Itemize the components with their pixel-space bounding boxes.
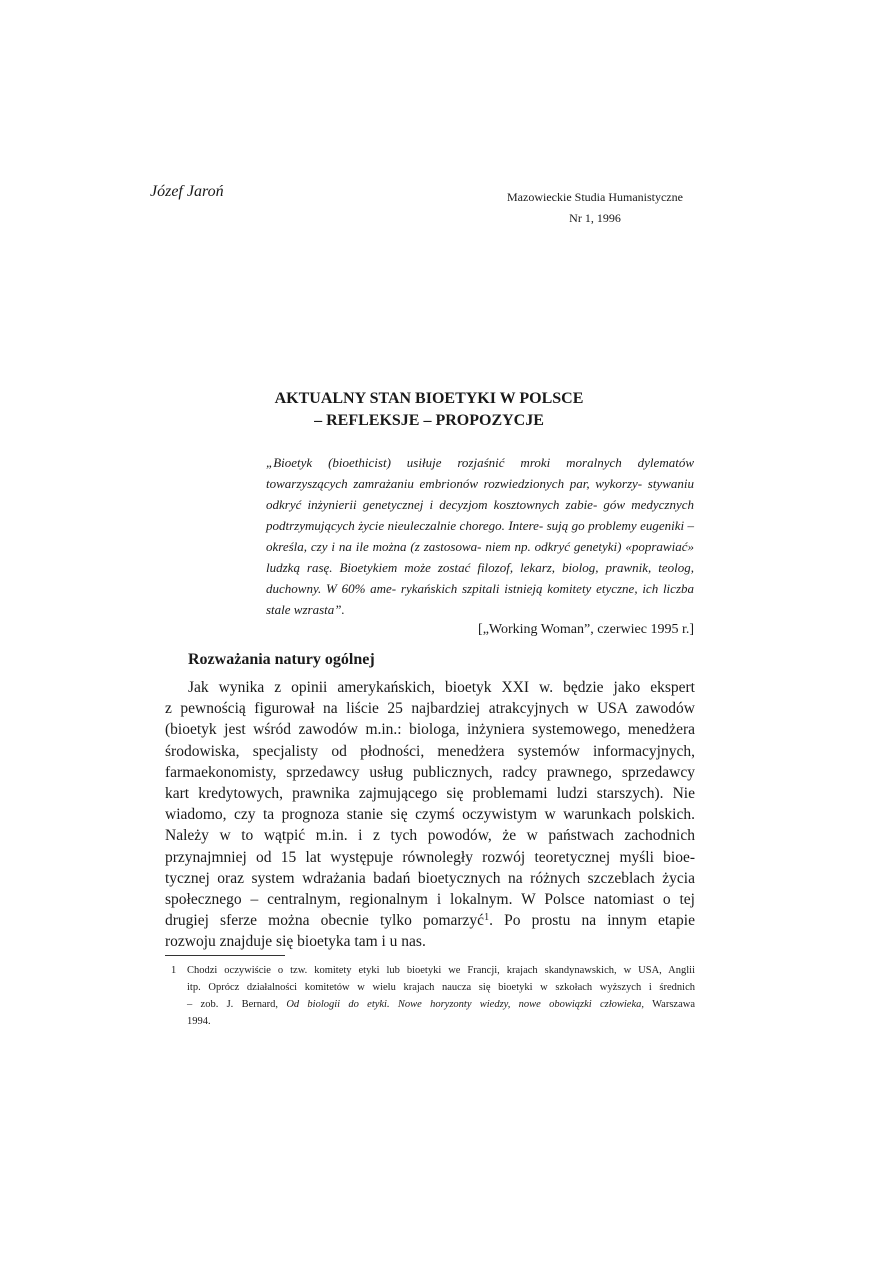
epigraph-source: [„Working Woman”, czerwiec 1995 r.] xyxy=(478,622,694,637)
body-line: wiadomo, czy ta prognoza stanie się czymś oczywistym w warunkach polskich. xyxy=(165,806,695,824)
title-line-2: – REFLEKSJE – PROPOZYCJE xyxy=(314,412,544,429)
footnote xyxy=(165,962,695,1030)
footnote-text xyxy=(187,962,695,1030)
epigraph-line: zostać filozof, lekarz, biolog, prawnik, teolog, duchowny. W 60% ame- xyxy=(266,560,695,596)
body-line: społecznego – centralnym, regionalnym i lokalnym. W Polsce natomiast o tej xyxy=(165,891,695,909)
epigraph-line: niem np. odkryć genetyki) «poprawiać» ludzką rasę. Bioetykiem może xyxy=(266,539,694,575)
epigraph-line: gów medycznych podtrzymujących życie nieuleczalnie chorego. Intere- xyxy=(266,497,695,533)
author-name: Józef Jaroń xyxy=(150,183,224,200)
body-line: tycznej oraz system wdrażania badań bioetycznych na różnych szczeblach życia xyxy=(165,869,695,887)
body-line-text: drugiej sferze można obecnie tylko pomarzyć xyxy=(165,912,485,930)
body-line: Jak wynika z opinii amerykańskich, bioetyk XXI w. będzie jako ekspert xyxy=(188,679,695,696)
body-line: z pewnością figurował na liście 25 najbardziej atrakcyjnych w USA zawodów xyxy=(165,700,695,718)
article-title xyxy=(254,388,604,432)
epigraph-line: towarzyszących zamrażaniu embrionów rozwiedzionych par, wykorzy- xyxy=(266,476,643,491)
body-line: przynajmniej od 15 lat występuje równoległy rozwój teoretycznej myśli bioe- xyxy=(165,848,695,866)
body-line: Należy w to wątpić m.in. i z tych powodów, że w państwach zachodnich xyxy=(165,827,695,845)
body-text xyxy=(165,677,695,953)
body-line: środowiska, specjalisty od płodności, menedżera systemów informacyjnych, xyxy=(165,742,695,760)
footnote-line xyxy=(187,996,695,1013)
epigraph-line: rykańskich szpitali istnieją komitety etyczne, ich liczba stale wzrasta”. xyxy=(266,581,695,617)
journal-name: Mazowieckie Studia Humanistyczne xyxy=(507,190,683,204)
epigraph-line: „Bioetyk (bioethicist) usiłuje rozjaśnić mroki moralnych dylematów xyxy=(266,455,694,470)
footnote-text-segment: – zob. J. Bernard, xyxy=(187,999,279,1010)
footnote-divider xyxy=(165,955,285,956)
footnote-line: 1994. xyxy=(187,1016,211,1027)
body-line-text: . Po prostu na innym etapie xyxy=(489,912,695,930)
section-heading: Rozważania natury ogólnej xyxy=(188,651,375,668)
title-line-1: AKTUALNY STAN BIOETYKI W POLSCE xyxy=(274,390,584,407)
journal-info xyxy=(470,187,720,229)
epigraph xyxy=(266,452,694,620)
footnote-line: itp. Oprócz działalności komitetów w wielu krajach naucza się bioetyki w szkołach wyższych i średnich xyxy=(187,982,695,993)
footnote-text-segment: Warszawa xyxy=(652,999,695,1010)
footnote-number: 1 xyxy=(171,965,177,976)
body-line xyxy=(165,910,695,931)
body-line: kart kredytowych, prawnika zajmującego się problemami ludzi starszych). Nie xyxy=(165,785,695,803)
body-line: (bioetyk jest wśród zawodów m.in.: biologa, inżyniera systemowego, menedżera xyxy=(165,721,695,739)
cited-book-title: Od biologii do etyki. Nowe horyzonty wiedzy, nowe obowiązki człowieka, xyxy=(286,999,645,1010)
journal-issue: Nr 1, 1996 xyxy=(569,211,621,225)
footnote-line: Chodzi oczywiście o tzw. komitety etyki lub bioetyki we Francji, krajach skandynawskich, w USA, Anglii xyxy=(187,965,695,976)
footnote-reference[interactable]: 1 xyxy=(484,912,490,924)
body-line: rozwoju znajduje się bioetyka tam i u nas. xyxy=(165,933,426,951)
epigraph-line: sują go problemy eugeniki – określa, czy i na ile można (z zastosowa- xyxy=(266,518,695,554)
body-line: farmaekonomisty, sprzedawcy usług publicznych, radcy prawnego, sprzedawcy xyxy=(165,763,695,781)
epigraph-line: stywaniu odkryć inżynierii genetycznej i decyzjom kosztownych zabie- xyxy=(266,476,694,512)
